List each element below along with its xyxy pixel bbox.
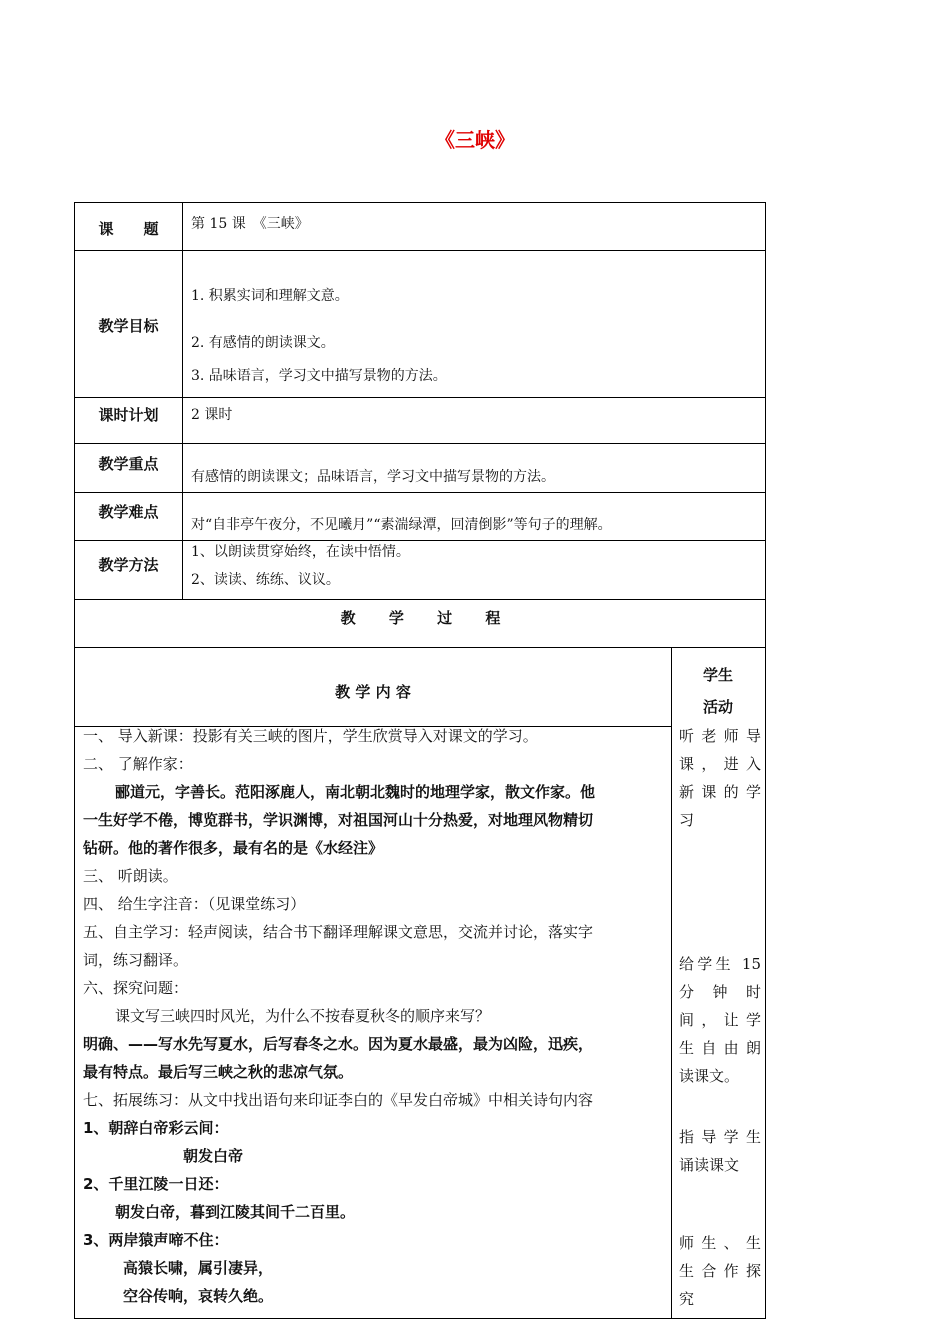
content-line: 高猿长啸，属引凄异， — [123, 1259, 274, 1277]
topic-label: 课 题 — [98, 220, 159, 238]
content-line: 朝发白帝 — [183, 1147, 244, 1165]
activity-line: 间，让学 — [679, 1011, 761, 1029]
content-line: 空谷传响，哀转久绝。 — [123, 1287, 274, 1305]
activity-line: 师生、生 — [679, 1234, 761, 1252]
row-divider — [75, 492, 765, 493]
hours-value: 2 课时 — [191, 407, 233, 423]
activity-line: 指导学生 — [679, 1128, 761, 1146]
row-divider — [75, 397, 765, 398]
content-line: 2、千里江陵一日还： — [83, 1175, 229, 1193]
content-line: 课文写三峡四时风光，为什么不按春夏秋冬的顺序来写？ — [115, 1007, 491, 1025]
row-divider — [75, 443, 765, 444]
content-line: 最有特点。最后写三峡之秋的悲凉气氛。 — [83, 1063, 354, 1081]
content-line: 钻研。他的著作很多，最有名的是《水经注》 — [83, 839, 384, 857]
activity-header-line: 活动 — [702, 698, 733, 716]
activity-note — [679, 722, 761, 834]
goals-label: 教学目标 — [98, 317, 159, 335]
hours-label: 课时计划 — [98, 406, 159, 424]
content-header: 教 学 内 容 — [335, 683, 411, 701]
column-divider — [182, 203, 183, 599]
content-line: 一、 导入新课：投影有关三峡的图片，学生欣赏导入对课文的学习。 — [83, 727, 538, 745]
activity-line: 习 — [679, 811, 695, 829]
content-line: 1、朝辞白帝彩云间： — [83, 1119, 229, 1137]
content-line: 词，练习翻译。 — [83, 951, 189, 969]
content-line: 五、自主学习：轻声阅读，结合书下翻译理解课文意思，交流并讨论，落实字 — [83, 923, 594, 941]
column-divider — [671, 647, 672, 1319]
content-line: 郦道元，字善长。范阳涿鹿人，南北朝北魏时的地理学家，散文作家。他 — [115, 783, 596, 801]
difficulties-label: 教学难点 — [98, 503, 159, 521]
methods-label: 教学方法 — [98, 556, 159, 574]
content-line: 3、两岸猿声啼不住： — [83, 1231, 229, 1249]
activity-note — [679, 1229, 761, 1313]
process-heading: 教 学 过 程 — [340, 609, 502, 627]
activity-line: 读课文。 — [679, 1067, 740, 1085]
activity-line: 生合作探 — [679, 1262, 761, 1280]
row-divider — [75, 250, 765, 251]
activity-line: 新课的学 — [679, 783, 761, 801]
difficulties-value: 对“自非亭午夜分，不见曦月”“素湍绿潭，回清倒影”等句子的理解。 — [191, 517, 612, 533]
activity-line: 生自由朗 — [679, 1039, 761, 1057]
goal-item: 2. 有感情的朗读课文。 — [191, 335, 335, 351]
content-line: 明确、——写水先写夏水，后写春冬之水。因为夏水最盛，最为凶险，迅疾， — [83, 1035, 594, 1053]
content-line: 二、 了解作家： — [83, 755, 193, 773]
content-line: 四、 给生字注音：（见课堂练习） — [83, 895, 306, 913]
activity-header-line: 学生 — [702, 666, 733, 684]
goal-item: 3. 品味语言，学习文中描写景物的方法。 — [191, 368, 447, 384]
activity-note — [679, 1123, 761, 1179]
activity-line: 听老师导 — [679, 727, 761, 745]
row-divider — [75, 647, 765, 648]
key-points-label: 教学重点 — [98, 455, 159, 473]
activity-line: 分 钟 时 — [679, 983, 761, 1001]
content-line: 三、 听朗读。 — [83, 867, 178, 885]
row-divider — [75, 599, 765, 600]
activity-note — [679, 950, 761, 1090]
page-title: 《三峡》 — [435, 128, 515, 152]
activity-line: 究 — [679, 1290, 695, 1308]
activity-line: 诵读课文 — [679, 1156, 740, 1174]
content-line: 朝发白帝，暮到江陵其间千二百里。 — [115, 1203, 356, 1221]
topic-value: 第 15 课 《三峡》 — [191, 216, 309, 232]
goal-item: 1. 积累实词和理解文意。 — [191, 288, 349, 304]
method-item: 1、以朗读贯穿始终，在读中悟情。 — [191, 544, 410, 560]
content-line: 七、拓展练习：从文中找出语句来印证李白的《早发白帝城》中相关诗句内容 — [83, 1091, 594, 1109]
content-line: 六、探究问题： — [83, 979, 189, 997]
row-divider — [75, 540, 765, 541]
method-item: 2、读读、练练、议议。 — [191, 572, 340, 588]
activity-line: 给学生 15 — [679, 955, 761, 973]
activity-line: 课，进入 — [679, 755, 761, 773]
content-line: 一生好学不倦，博览群书，学识渊博，对祖国河山十分热爱，对地理风物精切 — [83, 811, 594, 829]
lesson-plan-table — [74, 202, 766, 1319]
key-points-value: 有感情的朗读课文；品味语言，学习文中描写景物的方法。 — [191, 469, 555, 485]
